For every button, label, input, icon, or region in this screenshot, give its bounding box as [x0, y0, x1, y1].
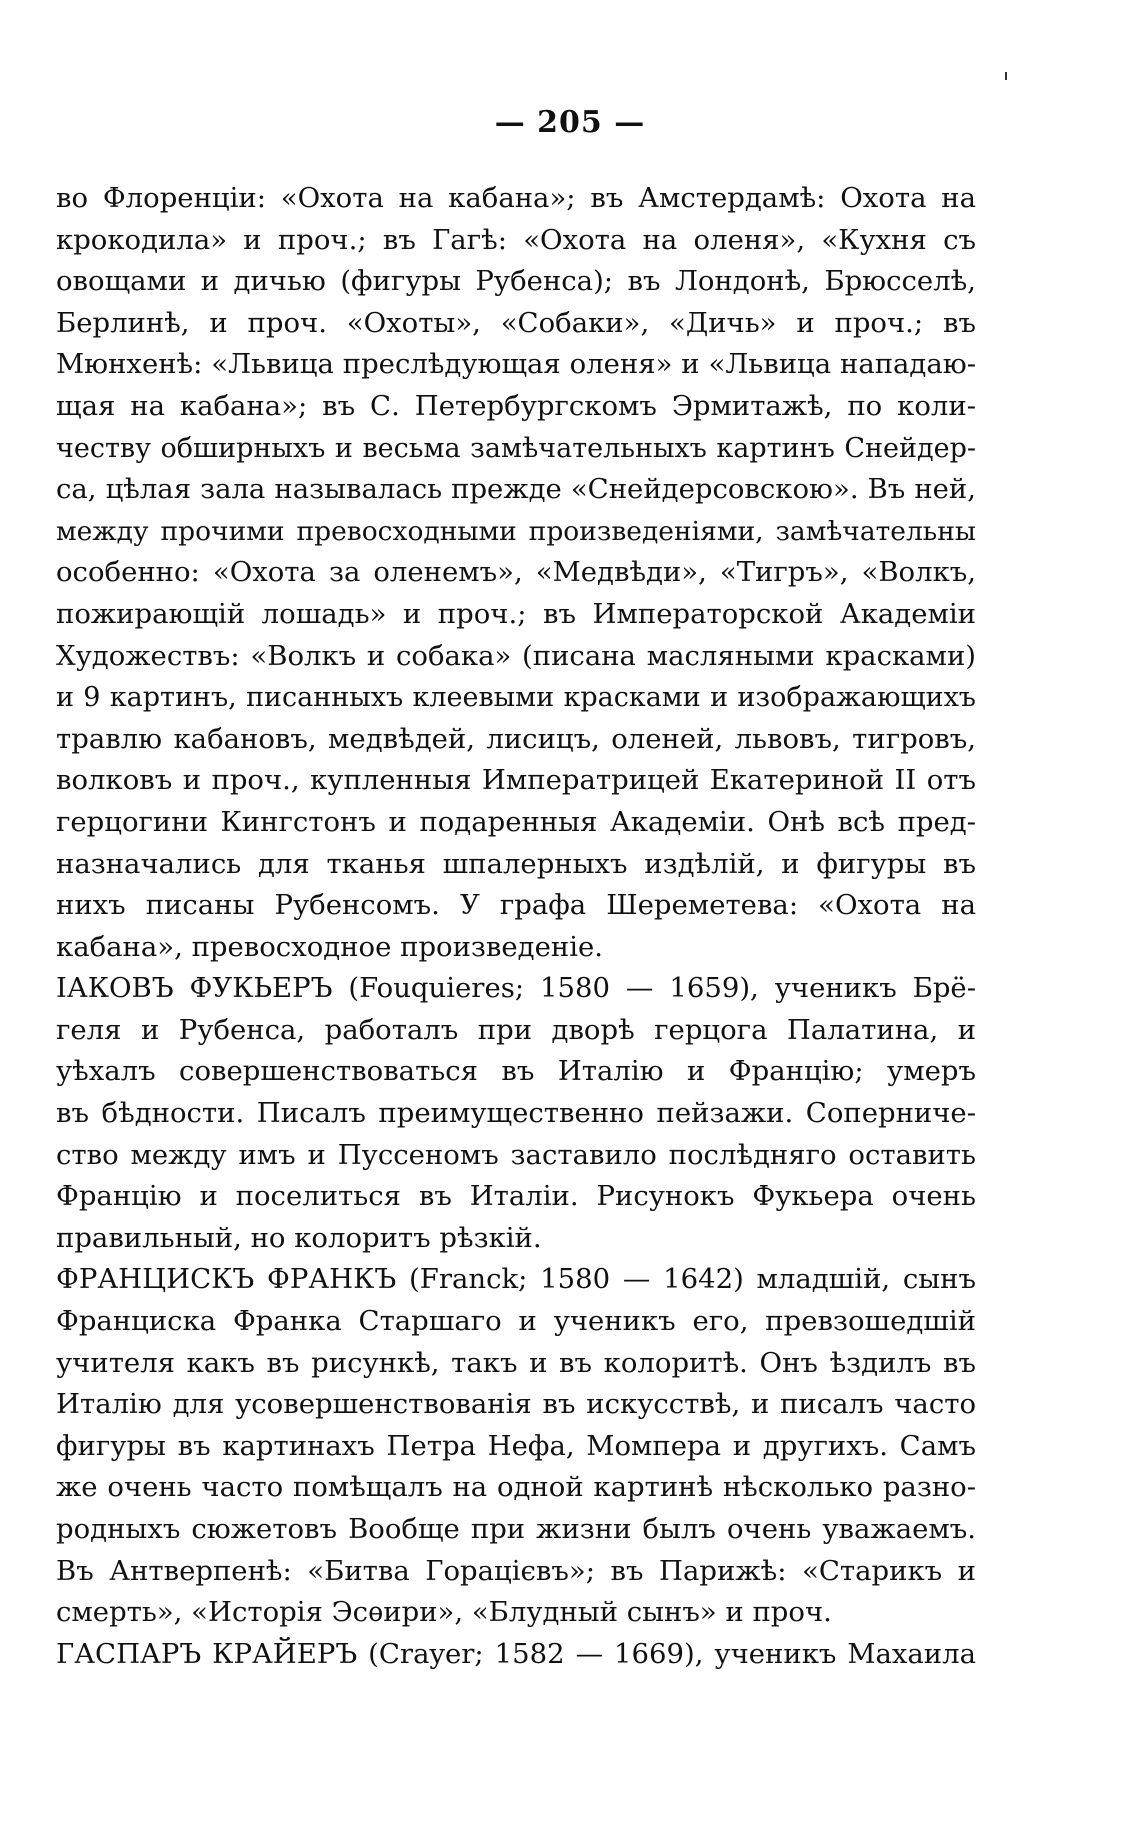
print-speck: [1005, 72, 1007, 80]
text-line-heading: ІАКОВЪ ФУКЬЕРЪ (Fouquieres; 1580 — 1659), ученикъ Брё-: [56, 972, 976, 1005]
text-line: Въ Антверпенѣ: «Битва Горацієвъ»; въ Парижѣ: «Старикъ и: [56, 1554, 976, 1587]
text-line: уѣхалъ совершенствоваться въ Италію и Францію; умеръ: [56, 1055, 976, 1088]
text-line-heading: ФРАНЦИСКЪ ФРАНКЪ (Franck; 1580 — 1642) младшій, сынъ: [56, 1263, 976, 1296]
text-line: крокодила» и проч.; въ Гагѣ: «Охота на оленя», «Кухня съ: [56, 223, 976, 256]
text-line: учителя какъ въ рисункѣ, такъ и въ колоритѣ. Онъ ѣздилъ въ: [56, 1346, 976, 1379]
text-line: щая на кабана»; въ С. Петербургскомъ Эрмитажѣ, по коли-: [56, 389, 976, 422]
page-number: — 205 —: [494, 105, 646, 140]
text-line: между прочими превосходными произведеніями, замѣчательны: [56, 515, 976, 547]
text-line: особенно: «Охота за оленемъ», «Медвѣди», «Тигръ», «Волкъ,: [56, 556, 976, 589]
text-line: Франциска Франка Старшаго и ученикъ его, превзошедшій: [56, 1305, 976, 1338]
page-text: [56, 178, 976, 1675]
text-line: геля и Рубенса, работалъ при дворѣ герцога Палатина, и: [56, 1013, 976, 1046]
text-line: герцогини Кингстонъ и подаренныя Академіи. Онѣ всѣ пред-: [56, 805, 976, 838]
text-line: во Флоренціи: «Охота на кабана»; въ Амстердамѣ: Охота на: [56, 182, 976, 214]
text-line: Художествъ: «Волкъ и собака» (писана масляными красками): [56, 639, 976, 672]
text-line: родныхъ сюжетовъ Вообще при жизни былъ очень уважаемъ.: [56, 1513, 976, 1545]
text-line: Берлинѣ, и проч. «Охоты», «Собаки», «Дичь» и проч.; въ: [56, 306, 976, 339]
text-line: назначались для тканья шпалерныхъ издѣлій, и фигуры въ: [56, 847, 976, 880]
text-line: ство между имъ и Пуссеномъ заставило послѣдняго оставить: [56, 1138, 976, 1171]
text-line: въ бѣдности. Писалъ преимущественно пейзажи. Соперниче-: [56, 1097, 976, 1130]
text-line: пожирающій лошадь» и проч.; въ Императорской Академіи: [56, 597, 976, 630]
text-line: кабана», превосходное произведеніе.: [56, 930, 604, 963]
text-line: овощами и дичью (фигуры Рубенса); въ Лондонѣ, Брюсселѣ,: [56, 265, 976, 298]
text-line: Италію для усовершенствованія въ искусствѣ, и писалъ часто: [56, 1388, 976, 1421]
text-line: Мюнхенѣ: «Львица преслѣдующая оленя» и «Львица нападаю-: [56, 348, 976, 381]
text-line: смерть», «Исторія Эсѳири», «Блудный сынъ» и проч.: [56, 1596, 832, 1629]
text-line: фигуры въ картинахъ Петра Нефа, Момпера и другихъ. Самъ: [56, 1429, 976, 1462]
text-line: волковъ и проч., купленныя Императрицей Екатериной II отъ: [56, 764, 976, 797]
text-line-heading: ГАСПАРЪ КРАЙЕРЪ (Crayer; 1582 — 1669), ученикъ Махаила: [56, 1637, 976, 1670]
text-line: са, цѣлая зала называлась прежде «Снейдерсовскою». Въ ней,: [56, 473, 976, 506]
text-line: и 9 картинъ, писанныхъ клеевыми красками и изображающихъ: [56, 682, 976, 714]
text-line: правильный, но колоритъ рѣзкій.: [56, 1221, 542, 1254]
text-line: честву обширныхъ и весьма замѣчательныхъ картинъ Снейдер-: [56, 432, 976, 464]
text-line: травлю кабановъ, медвѣдей, лисицъ, оленей, львовъ, тигровъ,: [56, 722, 976, 755]
text-line: нихъ писаны Рубенсомъ. У графа Шереметева: «Охота на: [56, 889, 976, 922]
text-line: Францію и поселиться въ Италіи. Рисунокъ Фукьера очень: [56, 1180, 976, 1213]
text-line: же очень часто помѣщалъ на одной картинѣ нѣсколько разно-: [56, 1471, 976, 1504]
